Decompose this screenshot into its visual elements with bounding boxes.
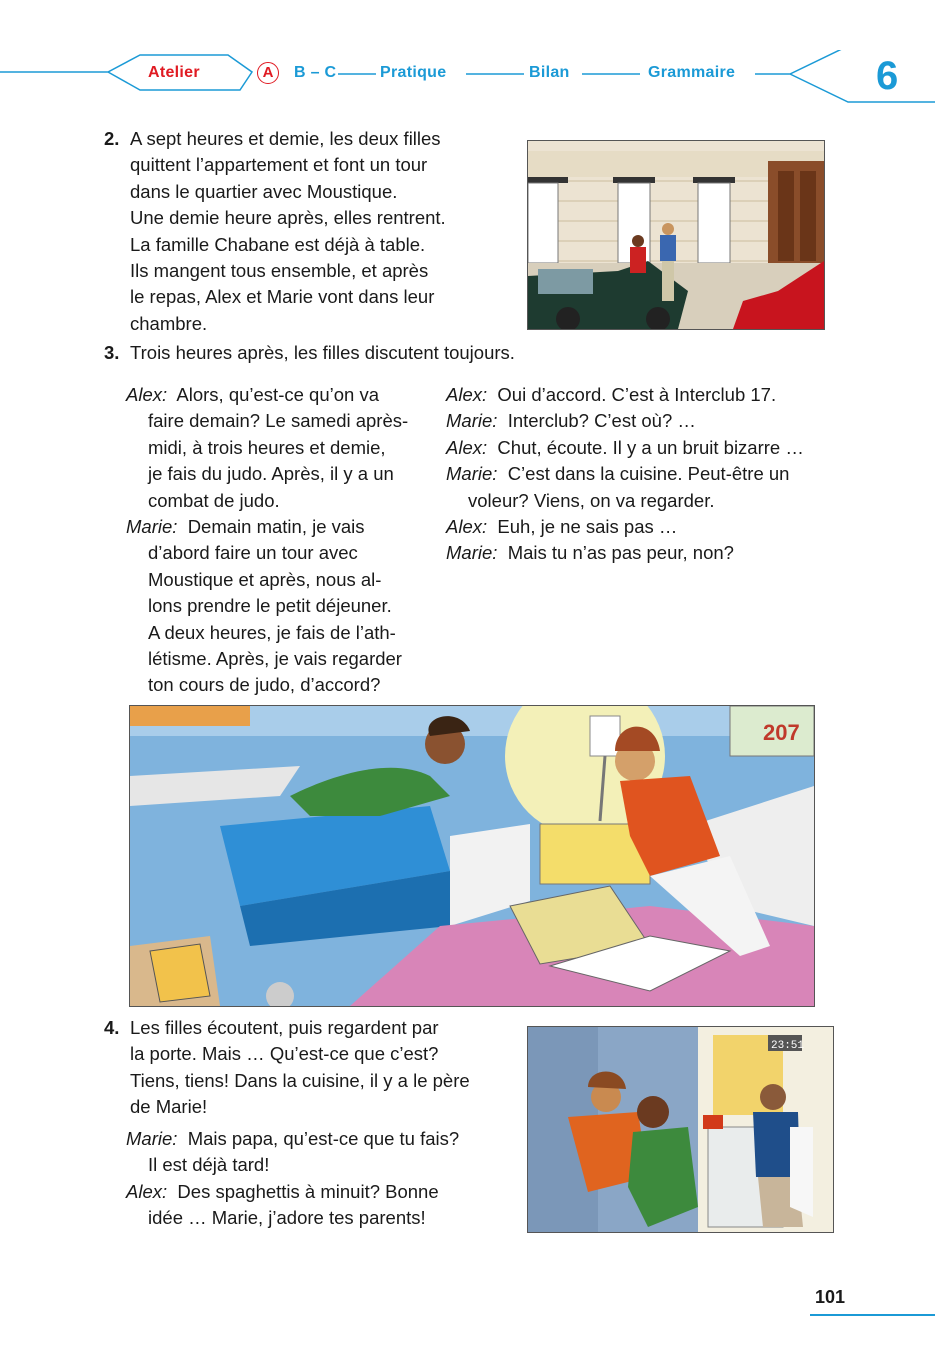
kitchen-clock: 23:51	[771, 1040, 805, 1052]
nav-bc[interactable]: B – C	[294, 64, 337, 81]
dialogue-line: Marie: C’est dans la cuisine. Peut-être un	[446, 463, 790, 485]
dialogue-line: Alex: Euh, je ne sais pas …	[446, 516, 678, 538]
section-4-text: Les filles écoutent, puis regardent par la porte. Mais … Qu’est-ce que c’est? Tiens, tiens! Dans la cuisine, il y a le père de Marie!	[130, 1017, 470, 1118]
section-4-number: 4.	[104, 1017, 120, 1038]
chapter-number: 6	[876, 54, 899, 98]
page-number: 101	[815, 1287, 846, 1307]
street-illustration	[527, 140, 825, 330]
dialogue-line: Alex: Alors, qu’est-ce qu’on va	[126, 384, 379, 405]
dialogue-line: Alex: Oui d’accord. C’est à Interclub 17.	[446, 384, 777, 405]
section-2-text: A sept heures et demie, les deux filles quittent l’appartement et font un tour dans le quartier avec Moustique. Une demie heure après, elles rentrent. La famille Chabane est déjà à table. Ils mangent tous ensemble, et après le repas, Alex et Marie vont dans leur chambre.	[130, 128, 446, 334]
dialogue-line: Marie: Mais tu n’as pas peur, non?	[446, 542, 734, 564]
section-3-intro: Trois heures après, les filles discutent toujours.	[130, 342, 515, 363]
section-2-number: 2.	[104, 128, 120, 149]
dialogue-line: Alex: Chut, écoute. Il y a un bruit bizarre …	[446, 436, 804, 458]
nav-grammaire[interactable]: Grammaire	[648, 64, 736, 81]
dialogue-line: Marie: Interclub? C’est où? …	[446, 410, 696, 432]
section-4-dialogue: Marie: Mais papa, qu’est-ce que tu fais? Il est déjà tard! Alex: Des spaghettis à minuit? Bonne idée … Marie, j’adore tes parents!	[126, 1128, 460, 1229]
poster-number: 207	[763, 720, 800, 745]
dialogue-line: Marie: Mais papa, qu’est-ce que tu fais?	[126, 1128, 460, 1149]
dialogue-line: Marie: Demain matin, je vais	[126, 516, 365, 538]
chapter-nav	[0, 50, 935, 100]
page-number-rule	[810, 1314, 935, 1316]
dialogue-line: Alex: Des spaghettis à minuit? Bonne	[126, 1180, 439, 1202]
nav-pratique[interactable]: Pratique	[380, 64, 447, 81]
bedroom-illustration	[129, 705, 815, 1007]
dialogue-right-column: Alex: Oui d’accord. C’est à Interclub 17. Marie: Interclub? C’est où? … Alex: Chut, écoute. Il y a un bruit bizarre … Marie: C’est dans la cuisine. Peut-être un voleur? Viens, on va regarder. Alex: Euh, je ne sais pas … Marie: Mais tu n’as pas peur, non?	[446, 382, 804, 567]
dialogue-left-column: Alex: Alors, qu’est-ce qu’on va faire demain? Le samedi après- midi, à trois heures et demie, je fais du judo. Après, il y a un combat de judo. Marie: Demain matin, je vais d’abord faire un tour avec Moustique et après, nous al- lons prendre le petit déjeuner. A deux heures, je fais de l’ath- létisme. Après, je vais regarder ton cours de judo, d’accord?	[126, 384, 409, 696]
nav-a[interactable]: A	[257, 62, 279, 84]
nav-bilan[interactable]: Bilan	[529, 64, 570, 81]
nav-atelier[interactable]: Atelier	[148, 64, 200, 81]
nav-lines	[0, 50, 935, 105]
kitchen-illustration	[527, 1026, 834, 1233]
section-3-number: 3.	[104, 342, 120, 363]
